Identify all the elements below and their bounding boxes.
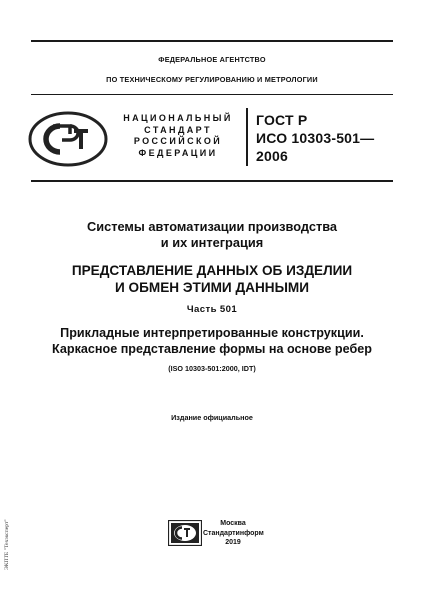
top-rule [31, 40, 393, 42]
standard-label-line-3: РОССИЙСКОЙ [133, 136, 223, 146]
standard-designation [256, 111, 374, 165]
header-bottom-rule [31, 180, 393, 182]
publisher-block [203, 519, 263, 548]
agency-line-1: ФЕДЕРАЛЬНОЕ АГЕНТСТВО [158, 55, 266, 64]
main-title-line-2: И ОБМЕН ЭТИМИ ДАННЫМИ [114, 280, 310, 295]
publisher-city: Москва [220, 520, 246, 527]
agency-line-2: ПО ТЕХНИЧЕСКОМУ РЕГУЛИРОВАНИЮ И МЕТРОЛОГИИ [106, 75, 318, 84]
title-line-2: и их интеграция [160, 235, 264, 250]
designation-line-3: 2006 [256, 148, 288, 164]
gost-r-logo-icon [26, 110, 110, 168]
standard-label-line-1: НАЦИОНАЛЬНЫЙ [123, 113, 233, 123]
designation-line-2: ИСО 10303-501— [256, 130, 375, 146]
iso-reference: (ISO 10303-501:2000, IDT) [168, 364, 256, 373]
publisher-name: Стандартинформ [203, 529, 264, 537]
subtitle-line-2: Каркасное представление формы на основе ребер [52, 342, 372, 356]
title-line-1: Системы автоматизации производства [86, 219, 338, 234]
standard-label [120, 113, 236, 159]
designation-line-1: ГОСТ Р [256, 112, 308, 128]
part-number: Часть 501 [186, 304, 238, 315]
main-title-line-1: ПРЕДСТАВЛЕНИЕ ДАННЫХ ОБ ИЗДЕЛИИ [71, 263, 353, 278]
agency-rule [31, 94, 393, 95]
standartinform-logo-icon [168, 520, 202, 546]
subtitle-line-1: Прикладные интерпретированные конструкции. [60, 326, 364, 340]
standard-label-line-2: СТАНДАРТ [144, 124, 212, 135]
standard-label-line-4: ФЕДЕРАЦИИ [138, 147, 218, 158]
publisher-year: 2019 [225, 539, 241, 546]
side-note: ЭКПТЕ "Техэксперт" [4, 519, 10, 570]
edition-label: Издание официальное [171, 413, 253, 422]
designation-separator [246, 108, 248, 166]
